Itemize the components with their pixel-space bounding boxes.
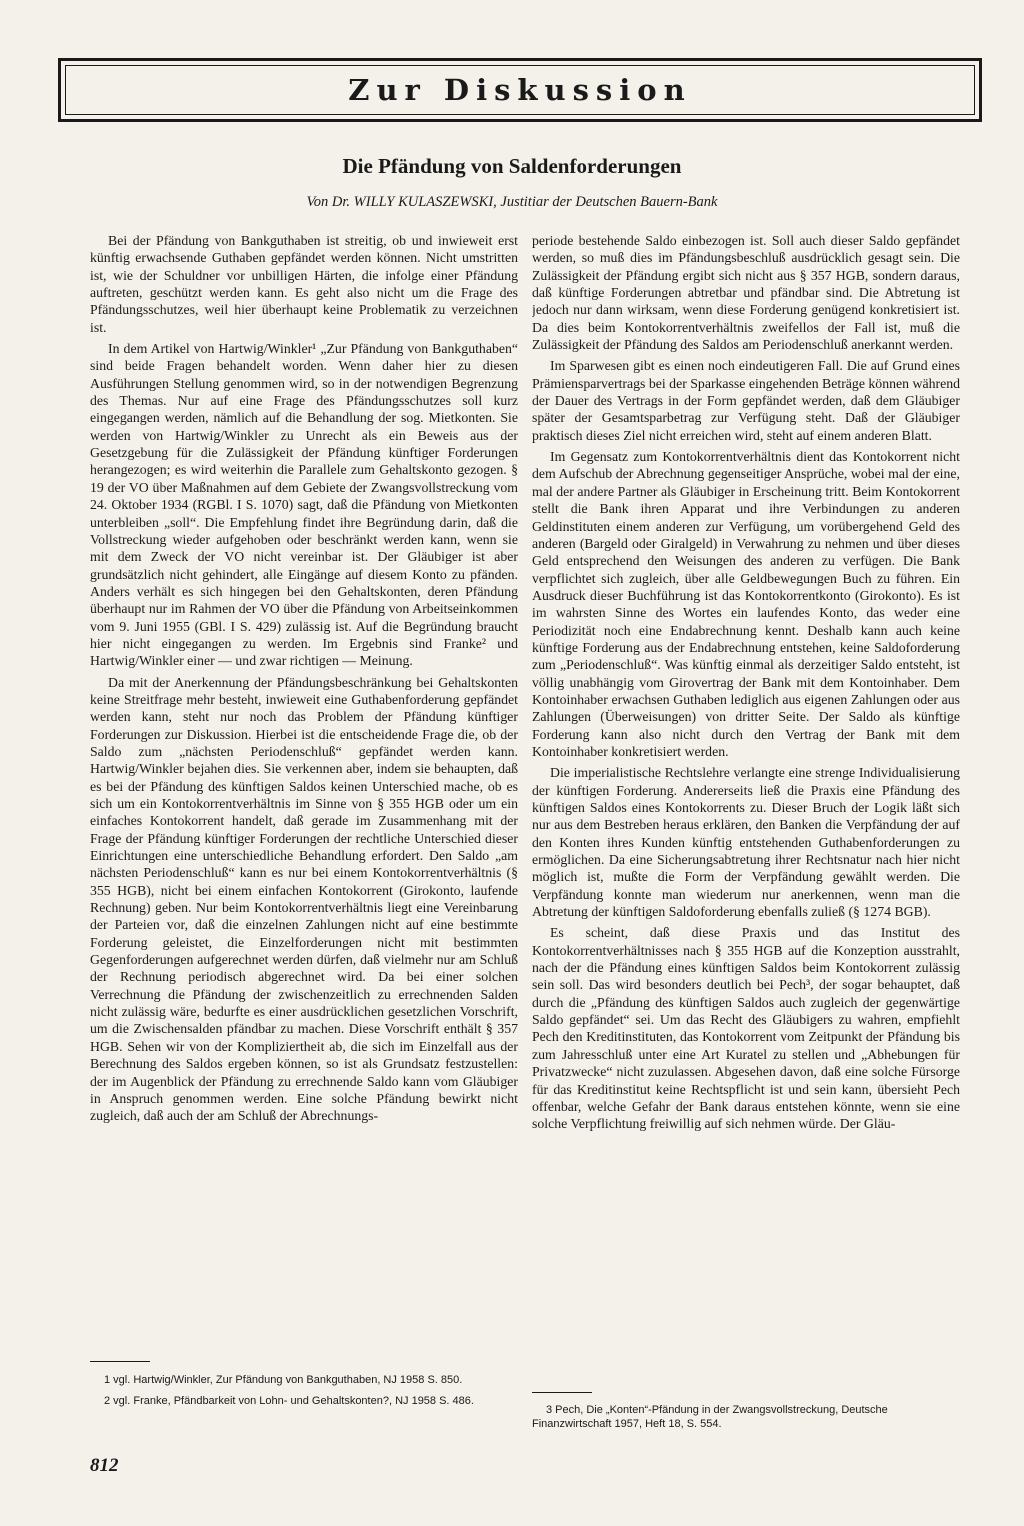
right-column	[532, 232, 960, 1350]
paragraph: In dem Artikel von Hartwig/Winkler¹ „Zur Pfändung von Bankguthaben“ sind beide Fragen behandelt worden. Wenn daher hier zu diesen Ausführungen Stellung genommen wird, so in der notwendigen Begrenzung des Themas. Nur auf eine Frage des Pfändungsschutzes soll kurz eingegangen werden, nämlich auf die Behandlung der sog. Mietkonten. Sie werden von Hartwig/Winkler zu Unrecht als ein Beweis aus der Gesetzgebung für die Zulässigkeit der Pfändung künftiger Forderungen herangezogen; es wird weiterhin die Parallele zum Gehaltskonto gezogen. § 19 der VO über Maßnahmen auf dem Gebiete der Zwangsvollstreckung vom 24. Oktober 1934 (RGBl. I S. 1070) sagt, daß die Pfändung von Mietkonten unterbleiben „soll“. Die Empfehlung findet ihre Begründung darin, daß die Vollstreckung wieder aufgehoben oder beschränkt werden kann, wenn sie mit dem Zweck der VO nicht vereinbar ist. Der Gläubiger ist aber grundsätzlich nicht gehindert, alle Eingänge auf diesem Konto zu pfänden. Anders verhält es sich hingegen bei den Gehaltskonten, deren Pfändung überhaupt nur im Rahmen der VO über die Pfändung von Arbeitseinkommen vom 9. Juni 1955 (GBl. I S. 429) zulässig ist. Auf die Begründung braucht hier nicht eingegangen zu werden. Im Ergebnis sind Franke² und Hartwig/Winkler einer — und zwar richtigen — Meinung.	[90, 341, 518, 669]
footnote: 3 Pech, Die „Konten“-Pfändung in der Zwangsvollstreckung, Deutsche Finanzwirtschaft 1957, Heft 18, S. 554.	[532, 1404, 888, 1430]
footnote: 2 vgl. Franke, Pfändbarkeit von Lohn- und Gehaltskonten?, NJ 1958 S. 486.	[104, 1394, 474, 1407]
footnotes-left	[90, 1374, 518, 1415]
paragraph: Im Sparwesen gibt es einen noch eindeutigeren Fall. Die auf Grund eines Prämiensparvertrags bei der Sparkasse eingehenden Beträge können während der Dauer des Vertrags in der Form gepfändet werden, daß dem Gläubiger später der Gesamtsparbetrag zur Verfügung steht. Daß der Gläubiger praktisch dieses Ziel nicht erreichen wird, steht auf einem anderen Blatt.	[532, 358, 960, 443]
footnote-divider	[90, 1361, 150, 1362]
page-number: 812	[90, 1455, 119, 1476]
left-column	[90, 232, 518, 1350]
paragraph: periode bestehende Saldo einbezogen ist. Soll auch dieser Saldo gepfändet werden, so muß dies im Pfändungsbeschluß ausdrücklich gesagt sein. Die Zulässigkeit der Pfändung ergibt sich nicht aus § 357 HGB, sondern daraus, daß künftige Forderungen abtretbar und pfändbar sind. Die Abtretung ist jedoch nur dann wirksam, wenn diese Forderung genügend konkretisiert ist. Da dies beim Kontokorrentverhältnis zweifellos der Fall ist, muß die Zulässigkeit der Pfändung des Saldos am Periodenschluß anerkannt werden.	[532, 233, 960, 353]
paragraph: Bei der Pfändung von Bankguthaben ist streitig, ob und inwieweit erst künftig erwachsende Guthaben gepfändet werden können. Nicht umstritten ist, wie der Schuldner vor unbilligen Härten, die infolge einer Pfändung auftreten, geschützt werden kann. Es geht also nicht um die Frage des Pfändungsschutzes, weil hier überhaupt keine Problematik zu verzeichnen ist.	[90, 233, 518, 335]
section-banner	[58, 58, 982, 122]
article-byline: Von Dr. WILLY KULASZEWSKI, Justitiar der Deutschen Bauern-Bank	[306, 194, 718, 210]
footnotes-right	[532, 1404, 960, 1438]
paragraph: Da mit der Anerkennung der Pfändungsbeschränkung bei Gehaltskonten keine Streitfrage mehr besteht, inwieweit eine Guthabenforderung gepfändet werden kann, steht nur noch das Problem der Pfändung künftiger Forderungen zur Diskussion. Hierbei ist die entscheidende Frage die, ob der Saldo zum „nächsten Periodenschluß“ gepfändet werden kann. Hartwig/Winkler bejahen dies. Sie verkennen aber, indem sie behaupten, daß es bei der Pfändung des künftigen Saldos keinen Unterschied mache, ob es sich um ein Kontokorrentverhältnis im Sinne von § 355 HGB oder um ein einfaches Kontokorrent handelt, daß gerade im Zusammenhang mit der Frage der Pfändung künftiger Forderungen der rechtliche Unterschied dieser Einrichtungen eine unterschiedliche Behandlung erfordert. Den Saldo „am nächsten Periodenschluß“ kann es nur bei einem Kontokorrentverhältnis (§ 355 HGB), nicht bei einem einfachen Kontokorrent (Girokonto, laufende Rechnung) geben. Nur beim Kontokorrentverhältnis liegt eine Vereinbarung der Parteien vor, daß die einzelnen Zahlungen nicht auf eine bestimmte Forderung geleistet, die Einzelforderungen nicht mit bestimmten Gegenforderungen aufgerechnet werden dürfen, daß vielmehr nur am Schluß der Rechnung periodisch abgerechnet wird. Da bei einer solchen Verrechnung die Pfändung der zwischenzeitlich zu errechnenden Salden nicht zulässig wäre, bedurfte es einer ausdrücklichen gesetzlichen Vorschrift, um die Zwischensalden pfändbar zu machen. Diese Vorschrift enthält § 357 HGB. Sehen wir von der Kompliziertheit ab, die sich im Einzelfall aus der Berechnung des Saldos ergeben können, so ist als Grundsatz festzustellen: der im Augenblick der Pfändung zu errechnende Saldo kann vom Gläubiger in Anspruch genommen werden. Eine solche Pfändung bewirkt nicht zugleich, daß auch der am Schluß der Abrechnungs-	[90, 674, 518, 1124]
section-title: Zur Diskussion	[348, 73, 692, 107]
paragraph: Im Gegensatz zum Kontokorrentverhältnis dient das Kontokorrent nicht dem Aufschub der Abrechnung gegenseitiger Ansprüche, wobei mal der eine, mal der andere Partner als Gläubiger in Erscheinung tritt. Beim Kontokorrent stellt die Bank ihren Apparat und ihre Verbindungen zu anderen Geldinstituten einem anderen zur Verfügung, um vorübergehend Geld des anderen (Bargeld oder Giralgeld) in Verwahrung zu nehmen und über dieses Geld entsprechend den Weisungen des anderen zu verfügen. Die Bank verpflichtet sich zugleich, über alle Geldbewegungen Buch zu führen. Ein Ausdruck dieser Buchführung ist das Kontokorrentkonto (Girokonto). Es ist im wahrsten Sinne des Wortes ein laufendes Konto, das weder eine Periodizität noch eine Endabrechnung kennt. Deshalb kann auch keine künftige Forderung aus der Endabrechnung entstehen, keine Saldoforderung zum „Periodenschluß“. Was künftig einmal als derzeitiger Saldo entsteht, ist völlig unabhängig vom Girovertrag der Bank mit dem Kontoinhaber. Dem Kontoinhaber erwachsen Guthaben lediglich aus eigenen Zahlungen oder aus Zahlungen (Überweisungen) von dritter Seite. Der Saldo als künftige Forderung kann also nicht durch den Vertrag der Bank mit dem Kontoinhaber konkretisiert werden.	[532, 449, 960, 759]
section-banner-inner	[65, 65, 975, 115]
article-title: Die Pfändung von Saldenforderungen	[342, 154, 682, 178]
footnote-divider	[532, 1392, 592, 1393]
paragraph: Die imperialistische Rechtslehre verlangte eine strenge Individualisierung der künftigen Forderung. Andererseits ließ die Praxis eine Pfändung des künftigen Saldos eines Kontokorrents zu. Dieser Bruch der Logik läßt sich nur aus dem Bestreben heraus erklären, den Banken die Verpfändung der auf den Konten ihres Kunden künftig entstehenden Guthabenforderungen zu ermöglichen. Da eine Sicherungsabtretung ihrer Rechtsnatur nach hier nicht möglich ist, mußte die Form der Verpfändung gewählt werden. Die Verpfändung konnte man wiederum nur anerkennen, wenn man die Abtretung der künftigen Saldoforderung ebenfalls zuließ (§ 1274 BGB).	[532, 765, 960, 920]
footnote: 1 vgl. Hartwig/Winkler, Zur Pfändung von Bankguthaben, NJ 1958 S. 850.	[104, 1374, 463, 1386]
paragraph: Es scheint, daß diese Praxis und das Institut des Kontokorrentverhältnisses nach § 355 HGB auf die Konzeption ausstrahlt, nach der die Pfändung eines künftigen Saldos beim Kontokorrent zulässig sein soll. Das wird besonders deutlich bei Pech³, der sogar behauptet, daß durch die „Pfändung des künftigen Saldos auch zugleich der gegenwärtige Saldo gepfändet“ sei. Um das Recht des Gläubigers zu wahren, empfiehlt Pech den Kreditinstituten, das Kontokorrent vom Zeitpunkt der Pfändung bis zum Jahresschluß unter eine Art Kuratel zu stellen und „Abhebungen für Privatzwecke“ nicht zuzulassen. Abgesehen davon, daß eine solche Fürsorge für das Kreditinstitut keine Rechtspflicht ist und sein kann, übersieht Pech offenbar, welche Gefahr der Bank daraus entstehen könnte, wenn sie eine solche Verpflichtung freiwillig auf sich nehmen würde. Der Gläu-	[532, 925, 960, 1132]
